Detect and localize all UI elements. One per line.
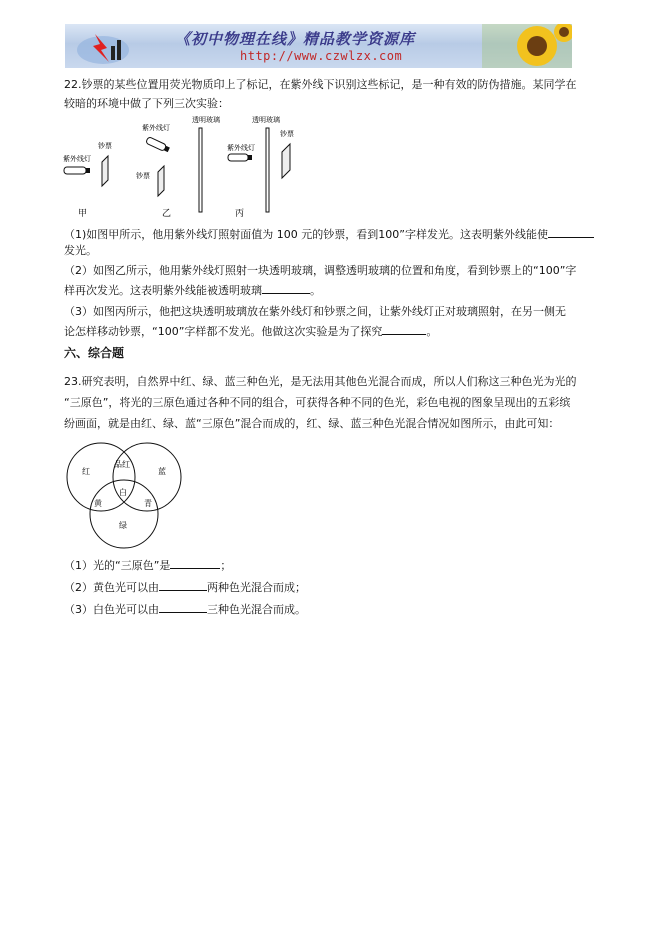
fig-label-bing: 丙 <box>235 209 245 219</box>
answer-blank-5[interactable] <box>159 580 207 591</box>
venn-label-blue: 蓝 <box>158 467 166 476</box>
q22-p2-line2 <box>64 283 321 298</box>
banknote-icon-yi <box>158 166 164 196</box>
q22-p2-line1: （2）如图乙所示，他用紫外线灯照射一块透明玻璃，调整透明玻璃的位置和角度，看到钞票上的“100”字 <box>64 264 577 277</box>
venn-label-yellow: 黄 <box>94 499 102 508</box>
q23-s2-text: （2）黄色光可以由 <box>64 581 159 594</box>
q22-intro-line1: 22.钞票的某些位置用荧光物质印上了标记，在紫外线下识别这些标记，是一种有效的防伪措施。某同学在 <box>64 78 577 91</box>
section-heading: 六、综合题 <box>64 346 125 360</box>
q23-s2 <box>64 580 306 595</box>
q23-s1-end: ； <box>220 559 232 572</box>
q22-p2-end: 。 <box>310 284 321 297</box>
q23-s1-text: （1）光的“三原色”是 <box>64 559 171 572</box>
uv-lamp-icon-yi <box>146 137 171 153</box>
fig-bing-banknote-label: 钞票 <box>280 130 294 138</box>
fig-bing-glass-label: 透明玻璃 <box>252 116 280 124</box>
fig-yi-uv-lamp-label: 紫外线灯 <box>142 124 170 132</box>
answer-blank-1[interactable] <box>548 227 594 238</box>
q22-p3-text: 论怎样移动钞票，“100”字样都不发光。他做这次实验是为了探究 <box>64 325 383 338</box>
fig-yi-banknote-label: 钞票 <box>136 172 150 180</box>
banner-url: http://www.czwlzx.com <box>240 49 403 63</box>
color-venn-diagram <box>64 440 184 552</box>
fig-label-yi: 乙 <box>162 209 172 219</box>
fig-bing-uv-lamp-label: 紫外线灯 <box>227 144 255 152</box>
venn-label-magenta: 品红 <box>114 460 130 469</box>
fig-jia-banknote-label: 钞票 <box>98 142 112 150</box>
venn-label-white: 白 <box>119 488 127 497</box>
fig-label-jia: 甲 <box>78 209 88 219</box>
q22-figure <box>60 116 310 222</box>
q22-intro-line2: 较暗的环境中做了下列三次实验： <box>64 97 229 110</box>
logo-icon <box>73 28 153 66</box>
q23-s3-text: （3）白色光可以由 <box>64 603 159 616</box>
q23-line2: “三原色”，将光的三原色通过各种不同的组合，可获得各种不同的色光，彩色电视的图象呈现出的五彩缤 <box>64 396 571 409</box>
answer-blank-6[interactable] <box>159 602 207 613</box>
sunflower-icon <box>482 24 572 68</box>
q22-p3-line1: （3）如图丙所示，他把这块透明玻璃放在紫外线灯和钞票之间，让紫外线灯正对玻璃照射，在另一侧无 <box>64 305 566 318</box>
uv-lamp-icon-bing <box>228 154 252 161</box>
q23-s3-end: 三种色光混合而成。 <box>207 603 306 616</box>
q23-line1: 23.研究表明，自然界中红、绿、蓝三种色光，是无法用其他色光混合而成，所以人们称这三种色光为光的 <box>64 375 577 388</box>
q23-s2-end: 两种色光混合而成； <box>207 581 306 594</box>
uv-lamp-icon-jia <box>64 167 90 174</box>
glass-plate-yi <box>199 128 202 212</box>
q22-p3-line2 <box>64 324 437 339</box>
header-banner <box>65 24 572 68</box>
q22-p1-line2: 发光。 <box>64 244 97 257</box>
banknote-icon-jia <box>102 156 108 186</box>
q22-p1-line1 <box>64 227 594 242</box>
fig-jia-uv-lamp-label: 紫外线灯 <box>63 155 91 163</box>
answer-blank-2[interactable] <box>262 283 310 294</box>
venn-label-red: 红 <box>82 467 90 476</box>
q23-line3: 纷画面，就是由红、绿、蓝“三原色”混合而成的，红、绿、蓝三种色光混合情况如图所示，由此可知： <box>64 417 560 430</box>
answer-blank-3[interactable] <box>382 324 426 335</box>
venn-label-green: 绿 <box>119 521 127 530</box>
q22-p3-end: 。 <box>426 325 438 338</box>
venn-label-cyan: 青 <box>144 499 152 508</box>
q22-p1-text: （1)如图甲所示，他用紫外线灯照射面值为 100 元的钞票，看到100”字样发光。这表明紫外线能使 <box>64 228 548 241</box>
q23-s3 <box>64 602 306 617</box>
banknote-icon-bing <box>282 144 290 178</box>
q23-s1 <box>64 558 231 573</box>
q22-p2-text: 样再次发光。这表明紫外线能被透明玻璃 <box>64 284 262 297</box>
glass-plate-bing <box>266 128 269 212</box>
fig-yi-glass-label: 透明玻璃 <box>192 116 220 124</box>
answer-blank-4[interactable] <box>170 558 220 569</box>
banner-title: 《初中物理在线》精品教学资源库 <box>175 30 416 48</box>
